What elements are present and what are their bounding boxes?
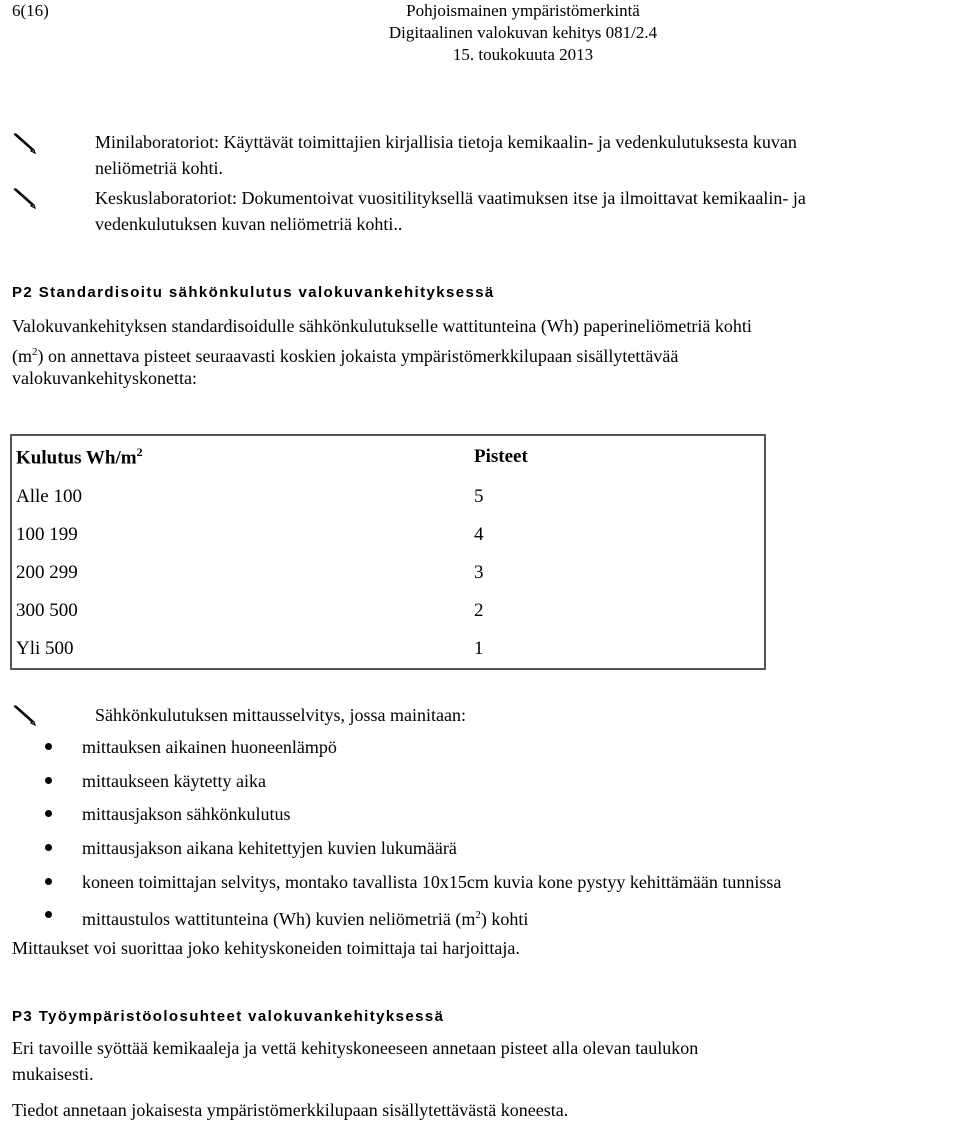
top-item-2-line1: Keskuslaboratoriot: Dokumentoivat vuositilityksellä vaatimuksen itse ja ilmoittavat kemikaalin- ja <box>95 188 806 208</box>
top-item-1-line2: neliömetriä kohti. <box>95 158 223 178</box>
table-cell-range: 300 500 <box>16 600 78 621</box>
pencil-icon <box>12 187 36 209</box>
table-cell-range: 200 299 <box>16 562 78 583</box>
table-cell-points: 1 <box>474 638 484 659</box>
header-org: Pohjoismainen ympäristömerkintä <box>406 1 640 20</box>
pencil-icon <box>12 132 36 154</box>
bullet-icon <box>45 878 52 885</box>
report-closing: Mittaukset voi suorittaa joko kehityskoneiden toimittaja tai harjoittaja. <box>12 938 520 958</box>
p2-heading: P2 Standardisoitu sähkönkulutus valokuvankehityksessä <box>12 284 495 301</box>
bullet-icon <box>45 911 52 918</box>
table-header-consumption: Kulutus $Wh/m^2$ <box>16 444 143 469</box>
table-cell-points: 2 <box>474 600 484 621</box>
report-bullet-2: mittaukseen käytetty aika <box>82 771 266 791</box>
p3-paragraph-line1: Eri tavoille syöttää kemikaaleja ja vettä kehityskoneeseen annetaan pisteet alla olevan taulukon <box>12 1038 699 1058</box>
p2-paragraph-line3: valokuvankehityskonetta: <box>12 368 197 388</box>
report-bullet-5: koneen toimittajan selvitys, montako tavallista 10x15cm kuvia kone pystyy kehittämään tunnissa <box>82 872 782 892</box>
p3-paragraph-line3: Tiedot annetaan jokaisesta ympäristömerkkilupaan sisällytettävästä koneesta. <box>12 1100 569 1120</box>
p2-paragraph-line2: $(m^2)$ on annettava pisteet seuraavasti koskien jokaista ympäristömerkkilupaan sisällytettävää <box>12 346 679 366</box>
table-cell-points: 5 <box>474 486 484 507</box>
report-bullet-3: mittausjakson sähkönkulutus <box>82 804 291 824</box>
bullet-icon <box>45 777 52 784</box>
table-cell-range: Alle 100 <box>16 486 82 507</box>
table-header-row <box>11 435 765 478</box>
table-row <box>11 516 765 554</box>
bullet-icon <box>45 844 52 851</box>
bullet-icon <box>45 810 52 817</box>
pencil-icon <box>12 704 36 726</box>
report-bullet-1: mittauksen aikainen huoneenlämpö <box>82 737 337 757</box>
top-item-1-line1: Minilaboratoriot: Käyttävät toimittajien kirjallisia tietoja kemikaalin- ja vedenkulutuksesta kuvan <box>95 132 797 152</box>
header-date: 15. toukokuuta 2013 <box>452 45 594 64</box>
table-header-points: Pisteet <box>474 446 528 467</box>
table-cell-range: Yli 500 <box>16 638 74 659</box>
top-item-2-line2: vedenkulutuksen kuvan neliömetriä kohti.. <box>95 214 403 234</box>
points-table <box>10 434 766 670</box>
p3-paragraph-line2: mukaisesti. <box>12 1064 94 1084</box>
table-row <box>11 592 765 630</box>
header-doc: Digitaalinen valokuvan kehitys 081/2.4 <box>388 23 658 42</box>
table-row <box>11 478 765 516</box>
table-cell-points: 3 <box>474 562 484 583</box>
table-row <box>11 630 765 669</box>
table-cell-points: 4 <box>474 524 484 545</box>
page-number: 6(16) <box>12 1 49 20</box>
table-row <box>11 554 765 592</box>
report-bullet-4: mittausjakson aikana kehitettyjen kuvien lukumäärä <box>82 838 457 858</box>
table-cell-range: 100 199 <box>16 524 78 545</box>
p3-heading: P3 Työympäristöolosuhteet valokuvankehityksessä <box>12 1008 445 1025</box>
report-intro: Sähkönkulutuksen mittausselvitys, jossa mainitaan: <box>95 705 466 725</box>
p2-paragraph-line1: Valokuvankehityksen standardisoidulle sähkönkulutukselle wattitunteina (Wh) paperineliömetriä kohti <box>12 316 752 336</box>
report-bullet-6: mittaustulos wattitunteina (Wh) kuvien neliömetriä $(m^2)$ kohti <box>82 909 529 929</box>
bullet-icon <box>45 743 52 750</box>
